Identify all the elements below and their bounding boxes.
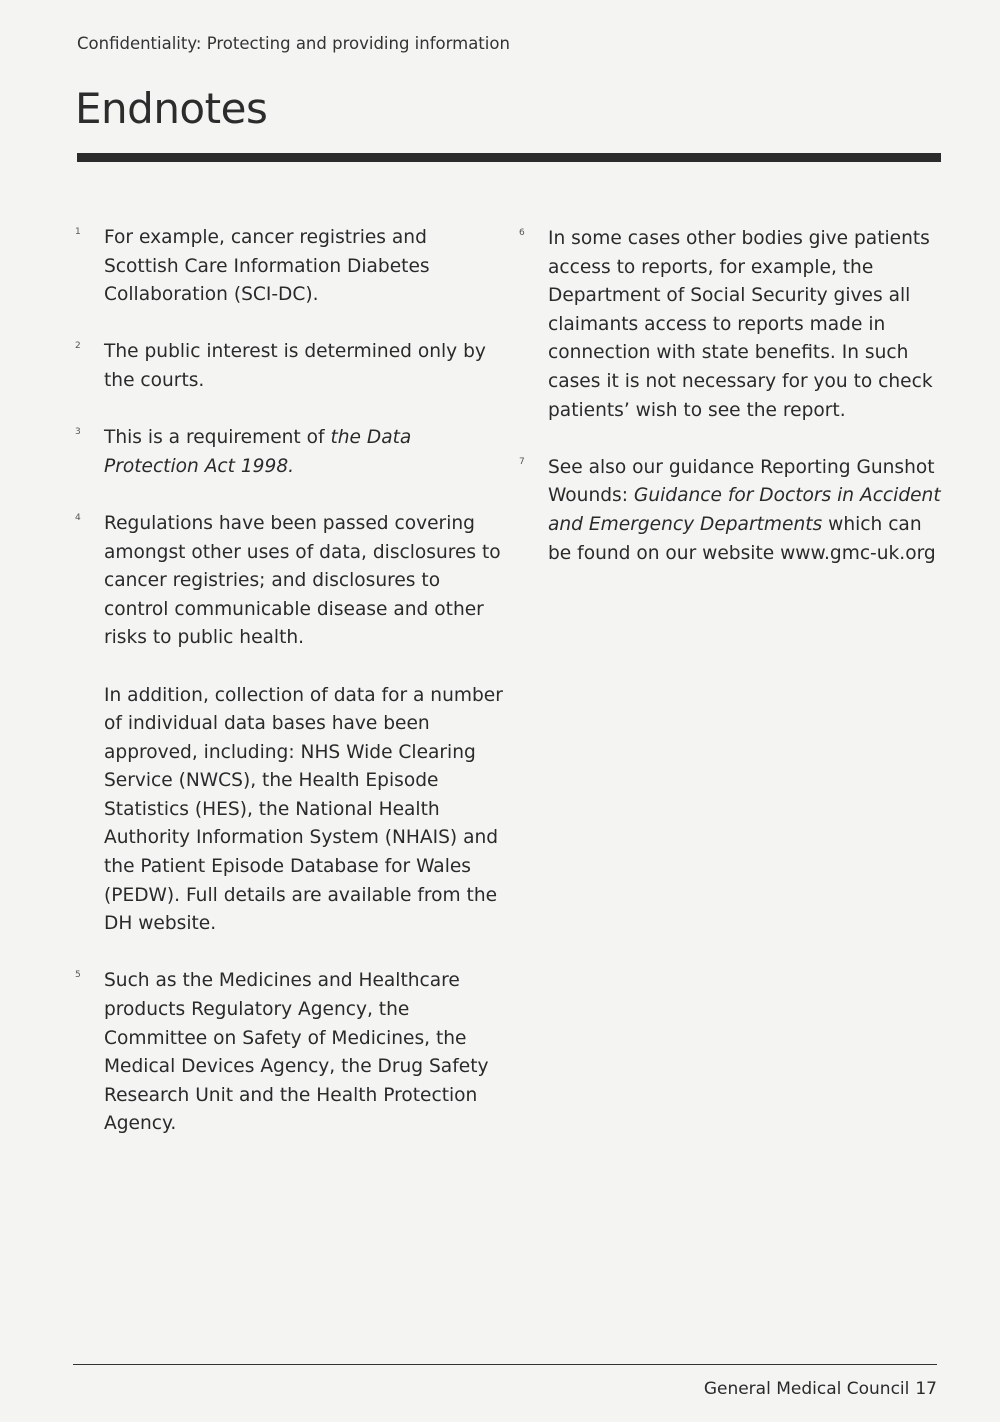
endnote-3 <box>70 424 504 481</box>
endnote-text-italic: Guidance for Doctors in Accident and Emergency Departments <box>548 485 941 535</box>
right-column <box>514 225 941 597</box>
endnote-text: In some cases other bodies give patients access to reports, for example, the Department of Social Security gives all claimants access to reports made in connection with state benefits. In such cases it is not necessary for you to check patients’ wish to see the report. <box>548 228 933 421</box>
footer-rule <box>73 1364 937 1365</box>
endnote-number: 2 <box>75 341 81 352</box>
page-number: 17 <box>915 1379 937 1399</box>
endnote-4 <box>70 510 504 939</box>
endnote-number: 3 <box>75 427 81 438</box>
endnote-number: 1 <box>75 227 81 237</box>
endnote-number: 4 <box>75 512 81 523</box>
endnote-text-regular: This is a requirement of <box>104 427 331 449</box>
endnote-text <box>548 454 948 568</box>
title-rule <box>77 153 941 162</box>
endnote-text: The public interest is determined only by the courts. <box>104 341 486 391</box>
endnote-text: For example, cancer registries and Scottish Care Information Diabetes Collaboration (SCI-DC). <box>104 227 430 306</box>
endnote-1 <box>70 224 504 310</box>
footer-publisher: General Medical Council <box>703 1379 910 1399</box>
endnote-text: Such as the Medicines and Healthcare products Regulatory Agency, the Committee on Safety of Medicines, the Medical Devices Agency, the Drug Safety Research Unit and the Health Protection Agency. <box>104 970 489 1135</box>
endnote-7 <box>514 454 948 568</box>
endnote-text-regular: See also our guidance Reporting Gunshot Wounds: <box>548 456 935 507</box>
page-title: Endnotes <box>75 84 268 133</box>
endnote-6 <box>514 225 948 425</box>
page-footer <box>704 1379 937 1399</box>
endnote-number: 6 <box>519 228 525 238</box>
endnote-text <box>104 424 504 481</box>
endnote-number: 7 <box>519 456 525 467</box>
endnote-text-italic: the Data Protection Act 1998. <box>104 427 412 477</box>
endnote-text-regular-end: which can be found on our website www.gmc-uk.org <box>548 513 936 564</box>
left-column <box>70 224 503 1168</box>
endnote-2 <box>70 338 504 395</box>
running-head: Confidentiality: Protecting and providing information <box>77 34 510 53</box>
endnote-5 <box>70 967 504 1139</box>
endnote-number: 5 <box>75 970 81 981</box>
endnote-text: Regulations have been passed covering amongst other uses of data, disclosures to cancer registries; and disclosures to control communicable disease and other risks to public health. <box>104 512 501 649</box>
endnote-text-continued: In addition, collection of data for a number of individual data bases have been approved, including: NHS Wide Clearing Service (NWCS), the Health Episode Statistics (HES), the National Health Authority Information System (NHAIS) and the Patient Episode Database for Wales (PEDW). Full details are available from the DH website. <box>104 684 503 935</box>
